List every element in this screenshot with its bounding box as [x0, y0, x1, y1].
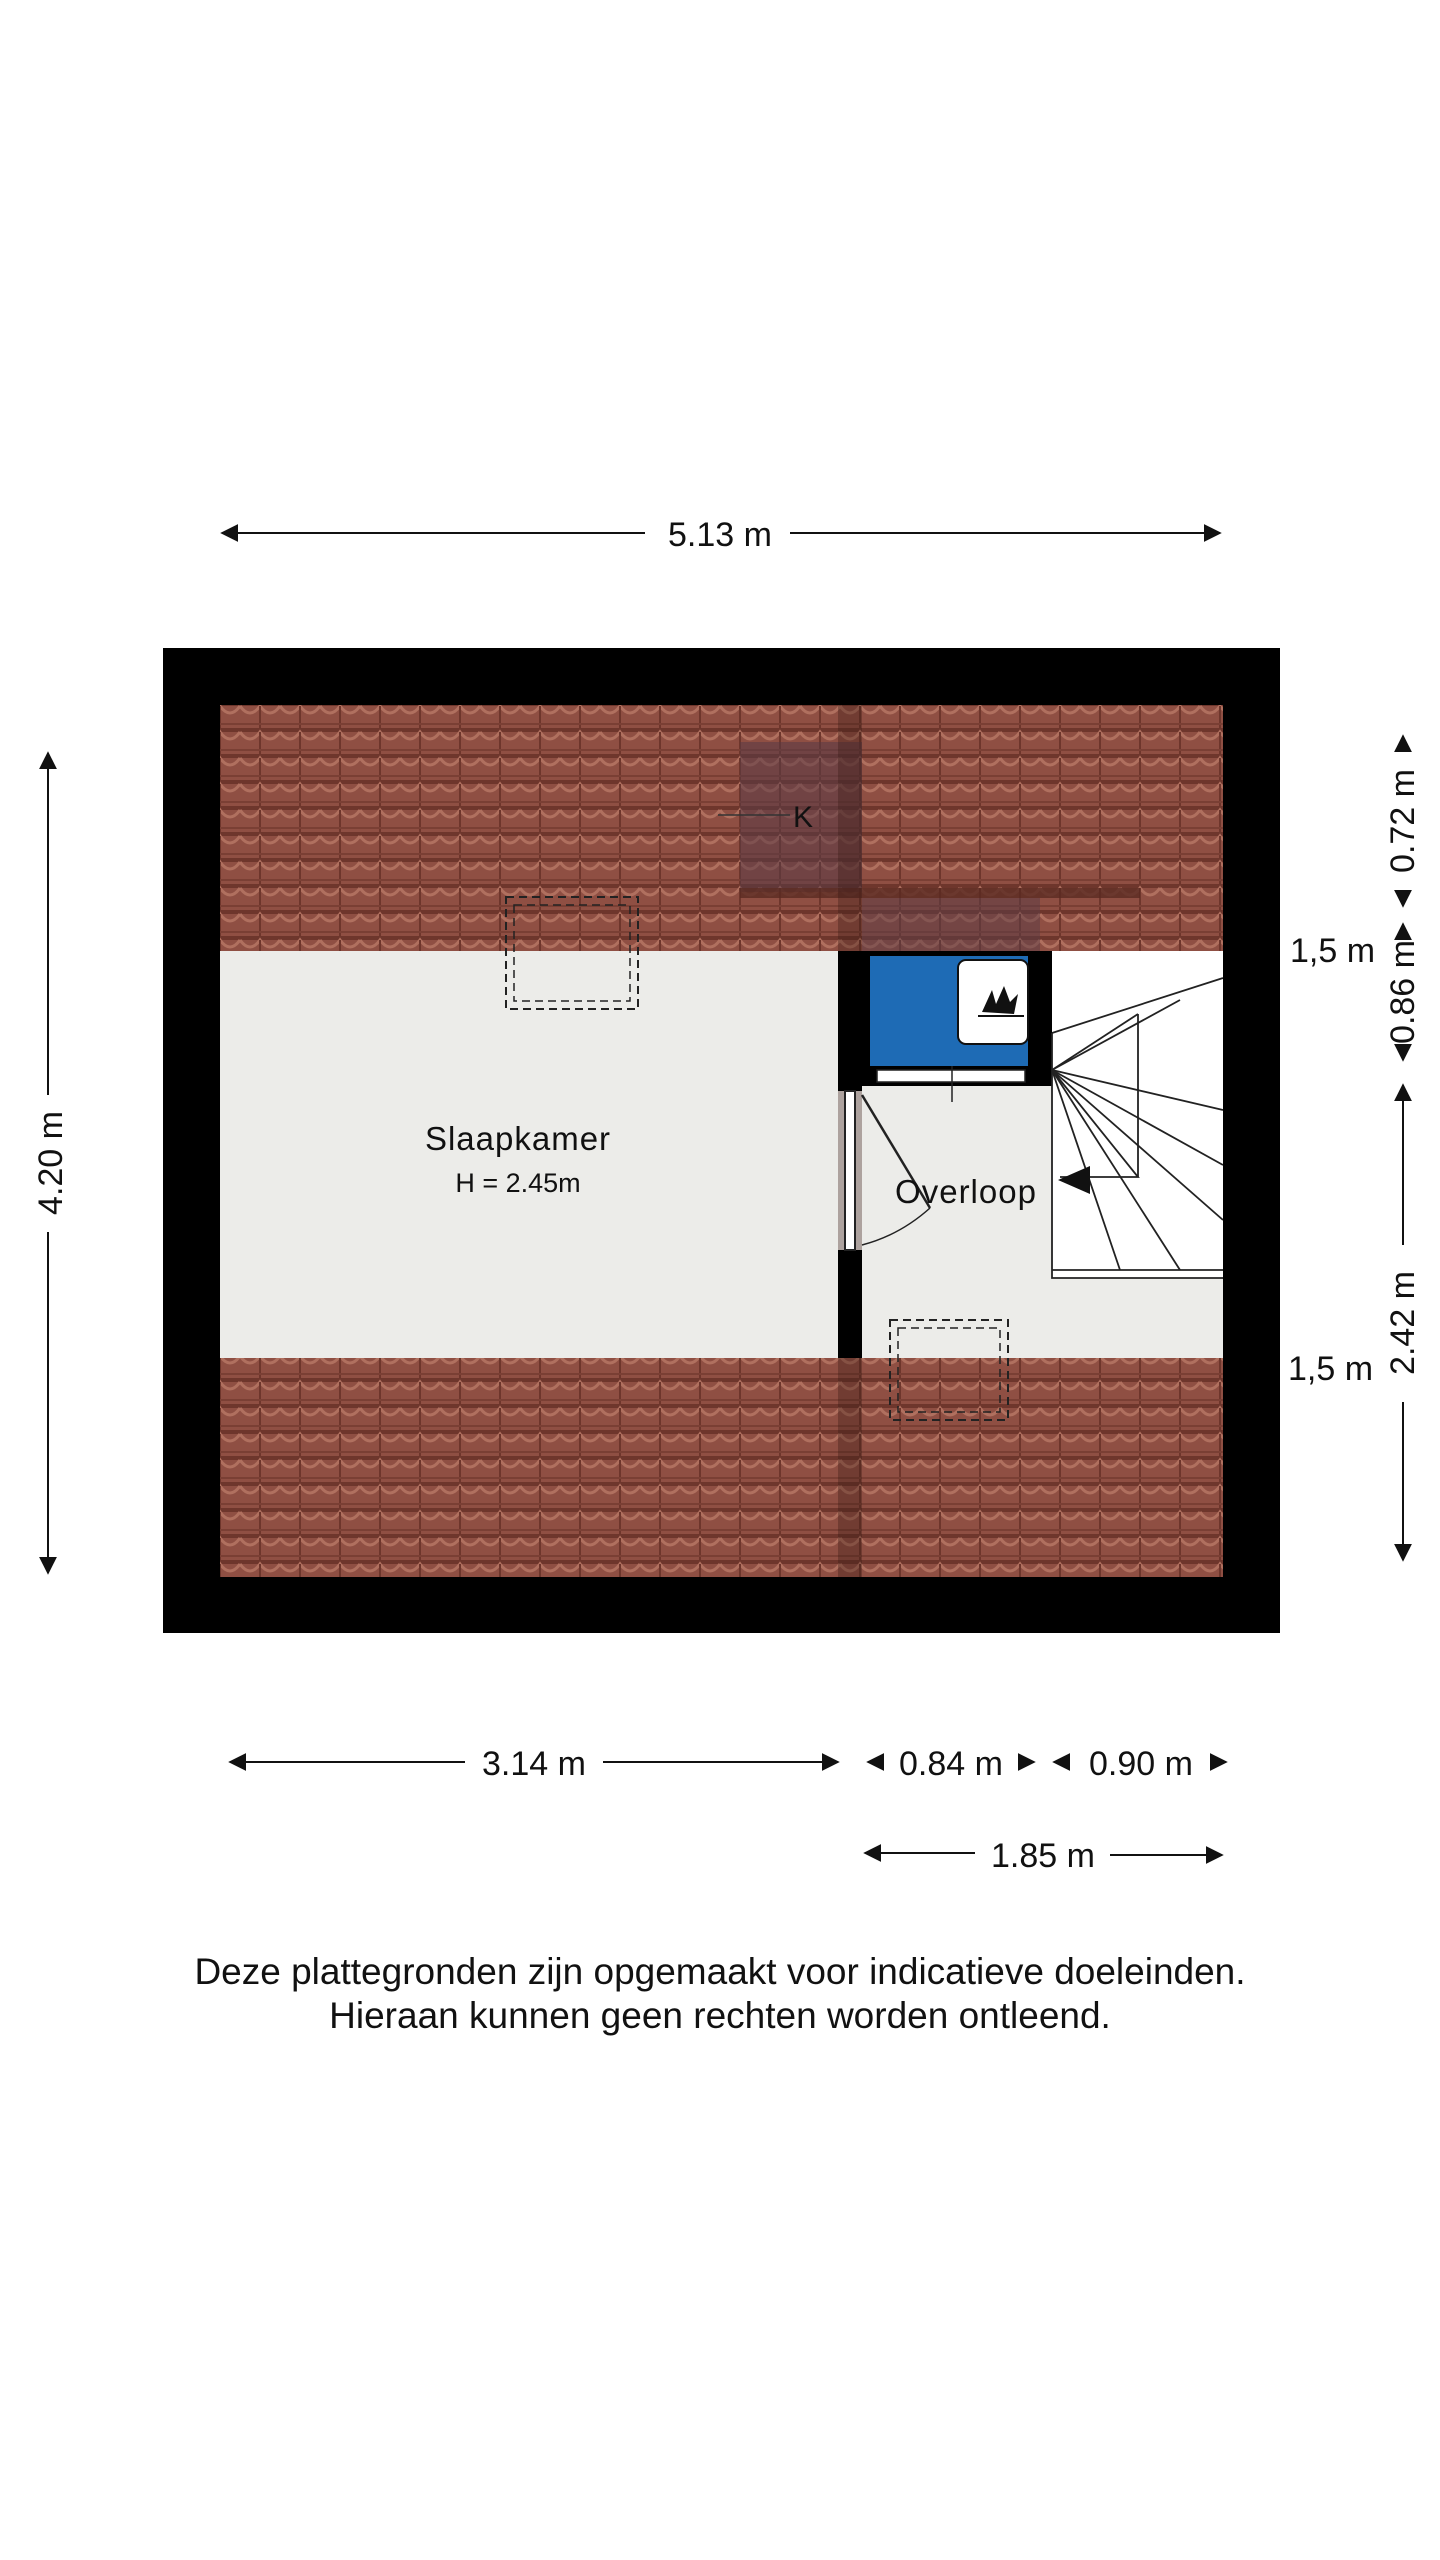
roof-slope-bottom [220, 1358, 1223, 1577]
roof-slope-top [220, 705, 1223, 951]
dim-bottom-left: 3.14 m [482, 1745, 586, 1783]
disclaimer [0, 1950, 1440, 2038]
bedroom-name: Slaapkamer [424, 1120, 612, 1157]
dim-top-total: 5.13 m [668, 516, 772, 554]
stair-edge [1223, 951, 1229, 1278]
dim-bottom-combined: 1.85 m [991, 1837, 1095, 1875]
closet-label: K [793, 801, 814, 834]
dim-right-top: 0.72 m [1384, 769, 1422, 873]
disclaimer-line-2: Hieraan kunnen geen rechten worden ontleend. [329, 1995, 1111, 2036]
roof-dark-band [740, 888, 1140, 898]
dim-right-middle: 0.86 m [1384, 940, 1422, 1044]
cv-closet-door [877, 1070, 1025, 1082]
interior-wall-lower [838, 1250, 862, 1358]
dim-bottom-right: 0.90 m [1089, 1745, 1193, 1783]
dim-bottom-middle: 0.84 m [899, 1745, 1003, 1783]
dim-right-bottom: 2.42 m [1384, 1271, 1422, 1375]
door-frame [845, 1091, 855, 1250]
landing-name: Overloop [895, 1173, 1037, 1210]
bedroom-height: H = 2.45m [455, 1168, 581, 1198]
disclaimer-line-1: Deze plattegronden zijn opgemaakt voor indicatieve doeleinden. [194, 1951, 1246, 1992]
dim-left-total: 4.20 m [32, 1111, 70, 1215]
dim-knee-bottom: 1,5 m [1288, 1350, 1374, 1388]
dim-knee-top: 1,5 m [1290, 932, 1376, 970]
roof-shadow-stairwell [862, 898, 1040, 951]
interior-wall-upper [838, 951, 862, 1091]
